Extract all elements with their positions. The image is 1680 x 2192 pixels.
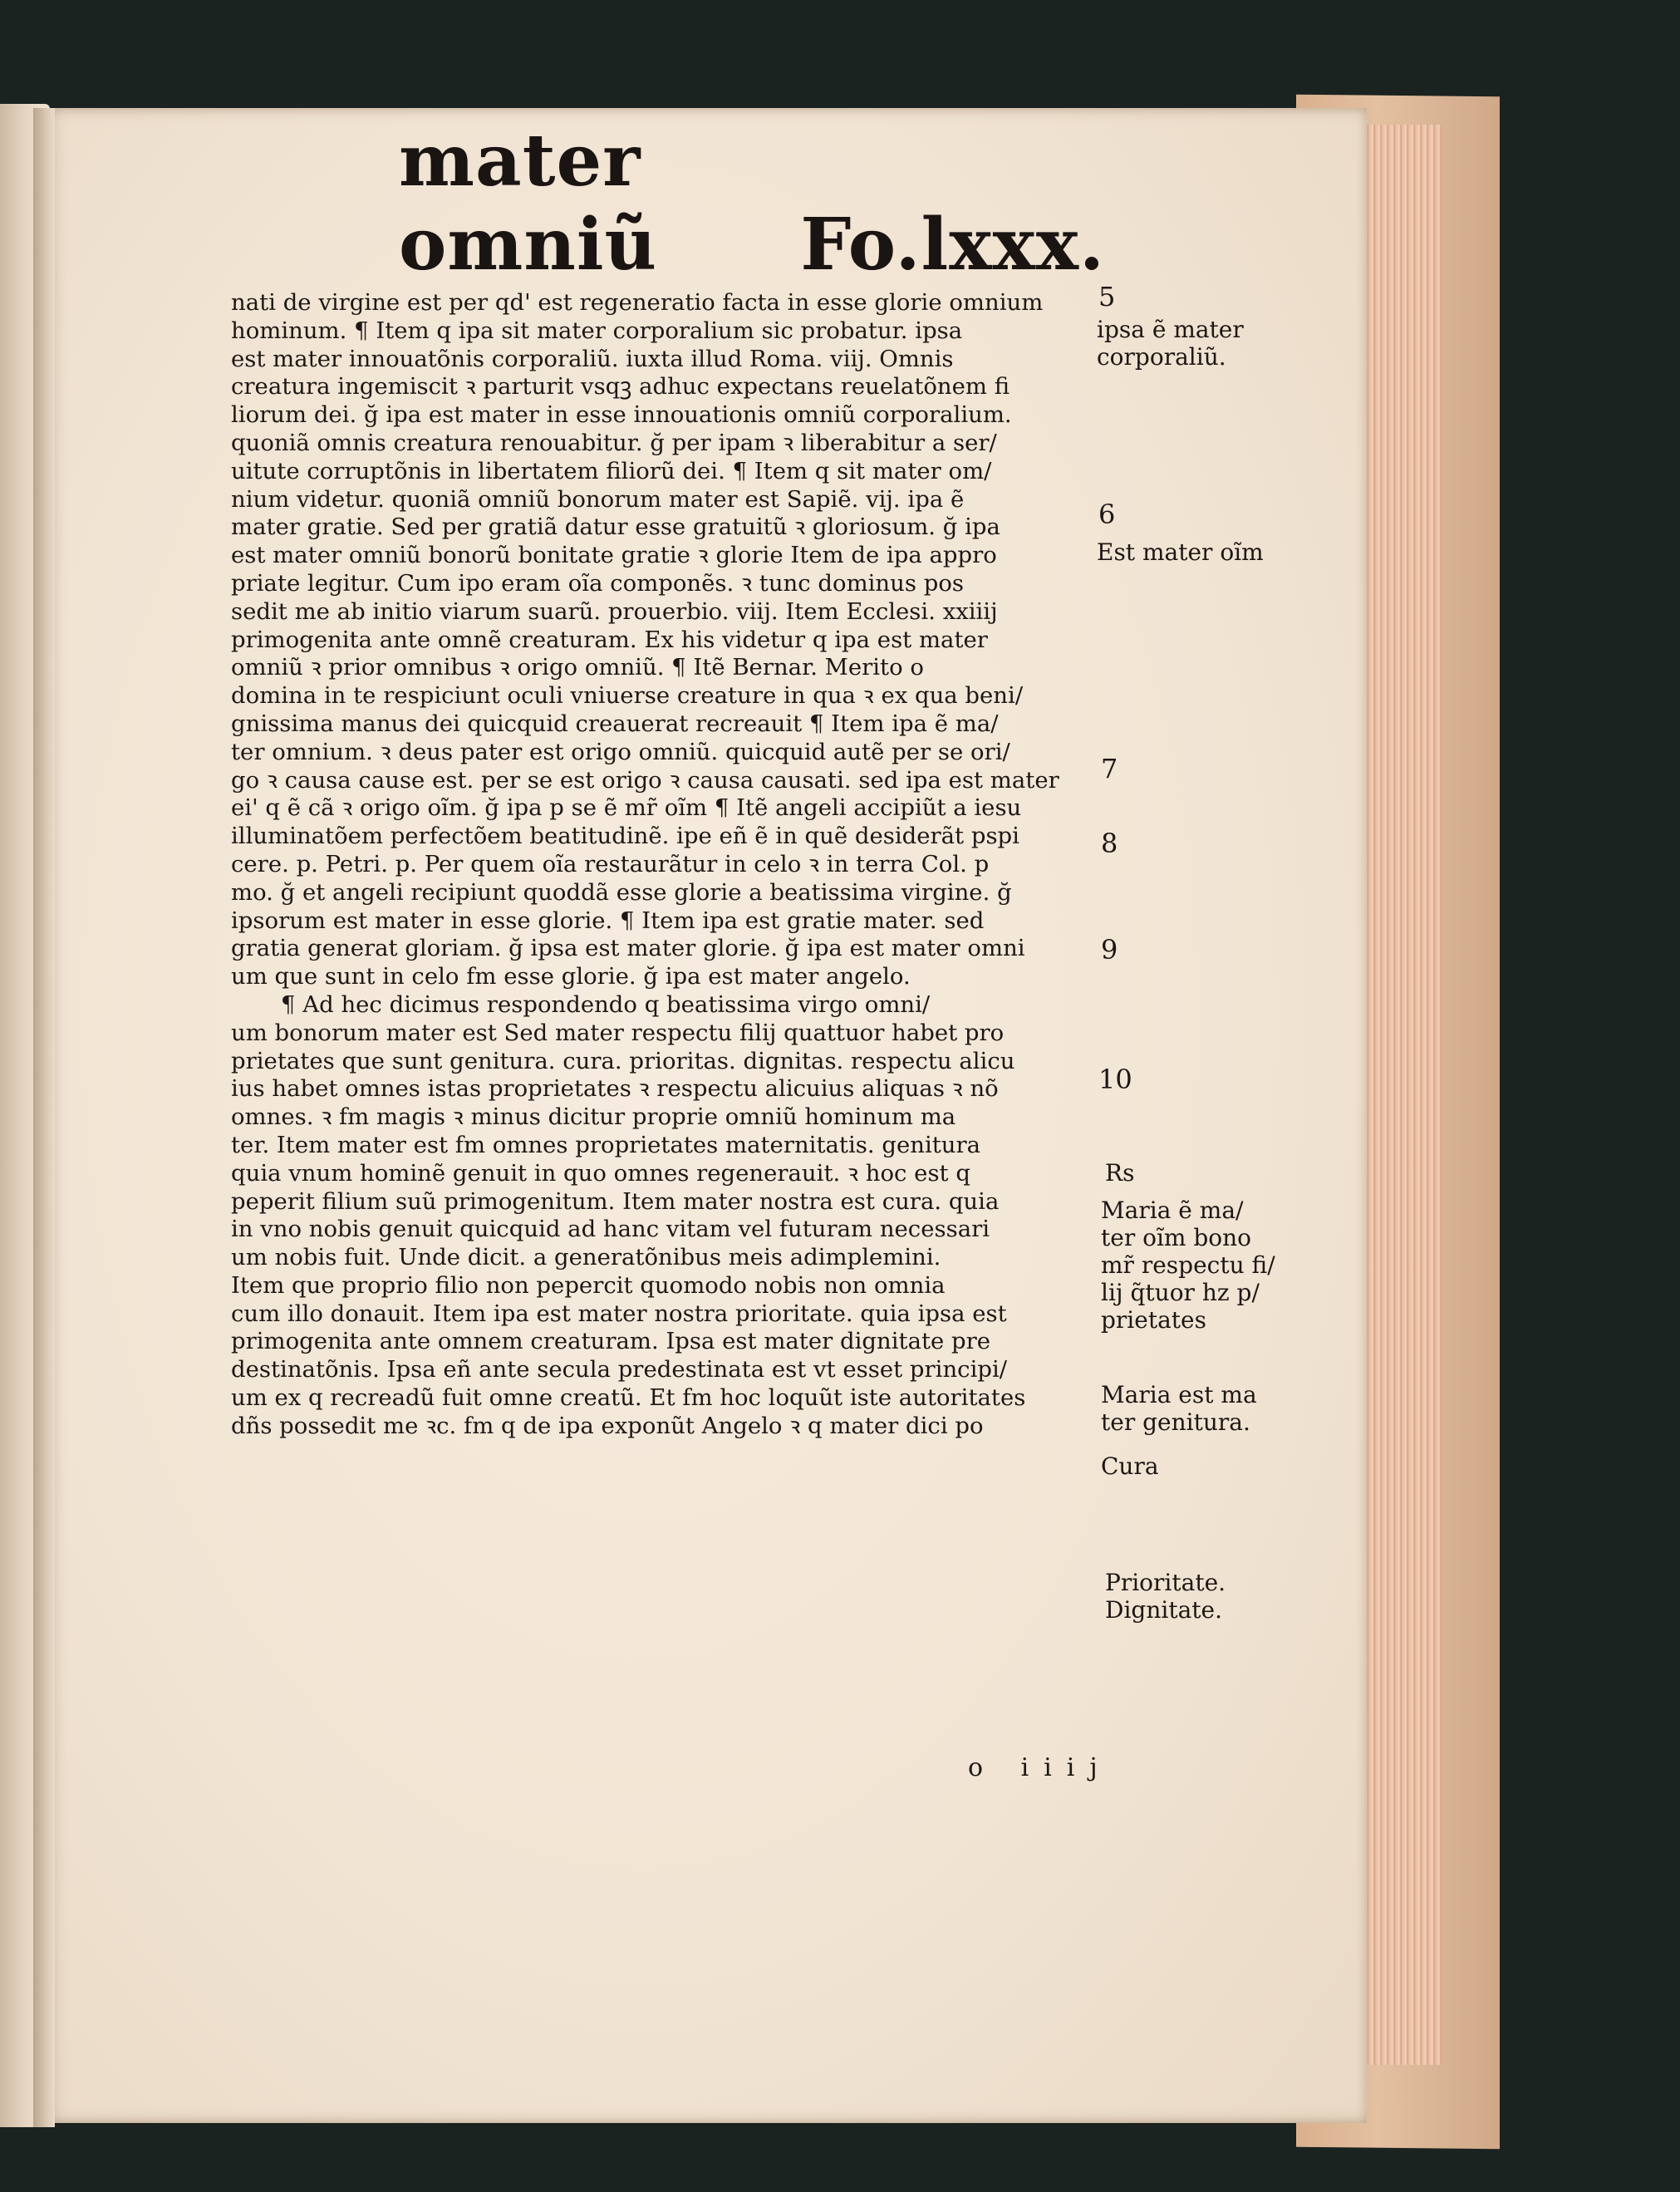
text-line: peperit filium suũ primogenitum. Item mater nostra est cura. quia	[231, 1187, 1000, 1215]
text-line: sedit me ab initio viarum suarũ. prouerbio. viij. Item Ecclesi. xxiiij	[231, 597, 998, 625]
text-line: mo. ğ et angeli recipiunt quoddã esse glorie a beatissima virgine. ğ	[231, 878, 1012, 906]
text-line: nati de virgine est per qd' est regeneratio facta in esse glorie omnium	[231, 289, 1044, 316]
text-line: ei' q ẽ cã ꝛ origo oĩm. ğ ipa p se ẽ mr̃ oĩm ¶ Itẽ angeli accipiũt a iesu	[231, 794, 1022, 822]
margin-line: ter genitura.	[1101, 1408, 1250, 1436]
text-line: est mater omniũ bonorũ bonitate gratie ꝛ glorie Item de ipa appro	[231, 542, 997, 569]
margin-number-6: 6	[1098, 499, 1116, 530]
text-line: gratia generat gloriam. ğ ipsa est mater glorie. ğ ipa est mater omni	[231, 935, 1025, 962]
text-line: mater gratie. Sed per gratiã datur esse gratuitũ ꝛ gloriosum. ğ ipa	[231, 514, 1000, 541]
text-line: go ꝛ causa cause est. per se est origo ꝛ causa causati. sed ipa est mater	[231, 766, 1059, 794]
margin-number-9: 9	[1101, 934, 1118, 966]
text-line: gnissima manus dei quicquid creauerat recreauit ¶ Item ipa ẽ ma/	[231, 710, 999, 737]
text-line: um que sunt in celo fm esse glorie. ğ ipa est mater angelo.	[231, 963, 911, 990]
text-line: nium videtur. quoniã omniũ bonorum mater est Sapiẽ. vij. ipa ẽ	[231, 485, 965, 513]
text-line: um nobis fuit. Unde dicit. a generatõnibus meis adimplemini.	[231, 1244, 941, 1271]
margin-rs	[1105, 1159, 1134, 1187]
text-line: cum illo donauit. Item ipa est mater nostra prioritate. quia ipsa est	[231, 1300, 1007, 1327]
running-title: mater omniũ	[399, 119, 658, 287]
main-text-block	[231, 289, 1095, 1441]
text-line: priate legitur. Cum ipo eram oĩa componẽs. ꝛ tunc dominus pos	[231, 569, 964, 597]
text-line: dñs possedit me ꝛc. fm q de ipa exponũt Angelo ꝛ q mater dici po	[231, 1412, 984, 1439]
margin-line: Maria est ma	[1101, 1381, 1257, 1408]
text-line: primogenita ante omnem creaturam. Ipsa est mater dignitate pre	[231, 1328, 991, 1355]
text-line: ¶ Ad hec dicimus respondendo q beatissima virgo omni/	[281, 990, 931, 1018]
margin-note-corporalium	[1097, 316, 1244, 371]
margin-number-7: 7	[1101, 753, 1118, 784]
text-line: quia vnum hominẽ genuit in quo omnes regenerauit. ꝛ hoc est q	[231, 1159, 970, 1187]
text-line: primogenita ante omnẽ creaturam. Ex his videtur q ipa est mater	[231, 626, 988, 653]
text-line: prietates que sunt genitura. cura. prioritas. dignitas. respectu alicu	[231, 1047, 1015, 1074]
margin-line: Maria ẽ ma/	[1101, 1197, 1244, 1224]
book-gutter	[33, 108, 55, 2127]
margin-line: ter oĩm bono	[1101, 1224, 1252, 1251]
margin-line: ipsa ẽ mater	[1097, 316, 1244, 343]
margin-line: prietates	[1101, 1306, 1206, 1334]
paragraph-1	[231, 289, 1095, 991]
margin-number-10: 10	[1098, 1064, 1132, 1095]
text-line: creatura ingemiscit ꝛ parturit vsqꝫ adhuc expectans reuelatõnem fi	[231, 373, 1010, 401]
text-line: quoniã omnis creatura renouabitur. ğ per ipam ꝛ liberabitur a ser/	[231, 429, 997, 456]
text-line: destinatõnis. Ipsa eñ ante secula predestinata est vt esset principi/	[231, 1356, 1008, 1384]
text-line: um bonorum mater est Sed mater respectu filij quattuor habet pro	[231, 1019, 1005, 1046]
text-line: hominum. ¶ Item q ipa sit mater corporalium sic probatur. ipsa	[231, 317, 963, 344]
margin-line: Est mater oĩm	[1097, 538, 1264, 566]
folio-number: Fo.lxxx.	[800, 203, 1105, 287]
text-line: illuminatõem perfectõem beatitudinẽ. ipe eñ ẽ in quẽ desiderãt pspi	[231, 823, 1019, 850]
margin-note-prioritate	[1105, 1569, 1226, 1624]
margin-number-5: 5	[1098, 281, 1116, 312]
text-line: est mater innouatõnis corporaliũ. iuxta illud Roma. viij. Omnis	[231, 345, 954, 372]
margin-note-maria-mater	[1101, 1197, 1275, 1334]
margin-note-cura	[1101, 1452, 1159, 1480]
text-line: Item que proprio filio non pepercit quomodo nobis non omnia	[231, 1271, 946, 1299]
text-line: omniũ ꝛ prior omnibus ꝛ origo omniũ. ¶ Itẽ Bernar. Merito o	[231, 654, 924, 681]
text-line: in vno nobis genuit quicquid ad hanc vitam vel futuram necessari	[231, 1216, 990, 1243]
text-line: um ex q recreadũ fuit omne creatũ. Et fm hoc loquũt iste autoritates	[231, 1384, 1026, 1412]
margin-line: Dignitate.	[1105, 1596, 1222, 1624]
text-line: ipsorum est mater in esse glorie. ¶ Item ipa est gratie mater. sed	[231, 907, 985, 934]
text-line: cere. p. Petri. p. Per quem oĩa restaurãtur in celo ꝛ in terra Col. p	[231, 850, 990, 877]
paragraph-2	[231, 991, 1095, 1441]
margin-note-genitura	[1101, 1381, 1257, 1436]
margin-line: Rs	[1105, 1159, 1135, 1187]
text-line: ter. Item mater est fm omnes proprietates maternitatis. genitura	[231, 1131, 981, 1158]
margin-number-8: 8	[1101, 828, 1118, 859]
margin-line: Cura	[1101, 1452, 1159, 1480]
margin-line: mr̃ respectu fi/	[1101, 1251, 1275, 1279]
text-line: ter omnium. ꝛ deus pater est origo omniũ. quicquid autẽ per se ori/	[231, 738, 1010, 765]
text-line: uitute corruptõnis in libertatem filiorũ dei. ¶ Item q sit mater om/	[231, 457, 992, 484]
margin-line: lij q̃tuor hz p/	[1101, 1279, 1260, 1306]
text-line: liorum dei. ğ ipa est mater in esse innouationis omniũ corporalium.	[231, 401, 1012, 429]
page-header	[399, 119, 1105, 287]
text-line: domina in te respiciunt oculi vniuerse creature in qua ꝛ ex qua beni/	[231, 682, 1024, 710]
margin-note-mater-omnium	[1097, 538, 1264, 566]
margin-line: corporaliũ.	[1097, 343, 1226, 371]
text-line: ius habet omnes istas proprietates ꝛ respectu alicuius aliquas ꝛ nõ	[231, 1075, 999, 1103]
text-line: omnes. ꝛ fm magis ꝛ minus dicitur proprie omniũ hominum ma	[231, 1103, 956, 1131]
margin-line: Prioritate.	[1105, 1569, 1226, 1596]
signature-mark: o iiij	[968, 1753, 1113, 1782]
